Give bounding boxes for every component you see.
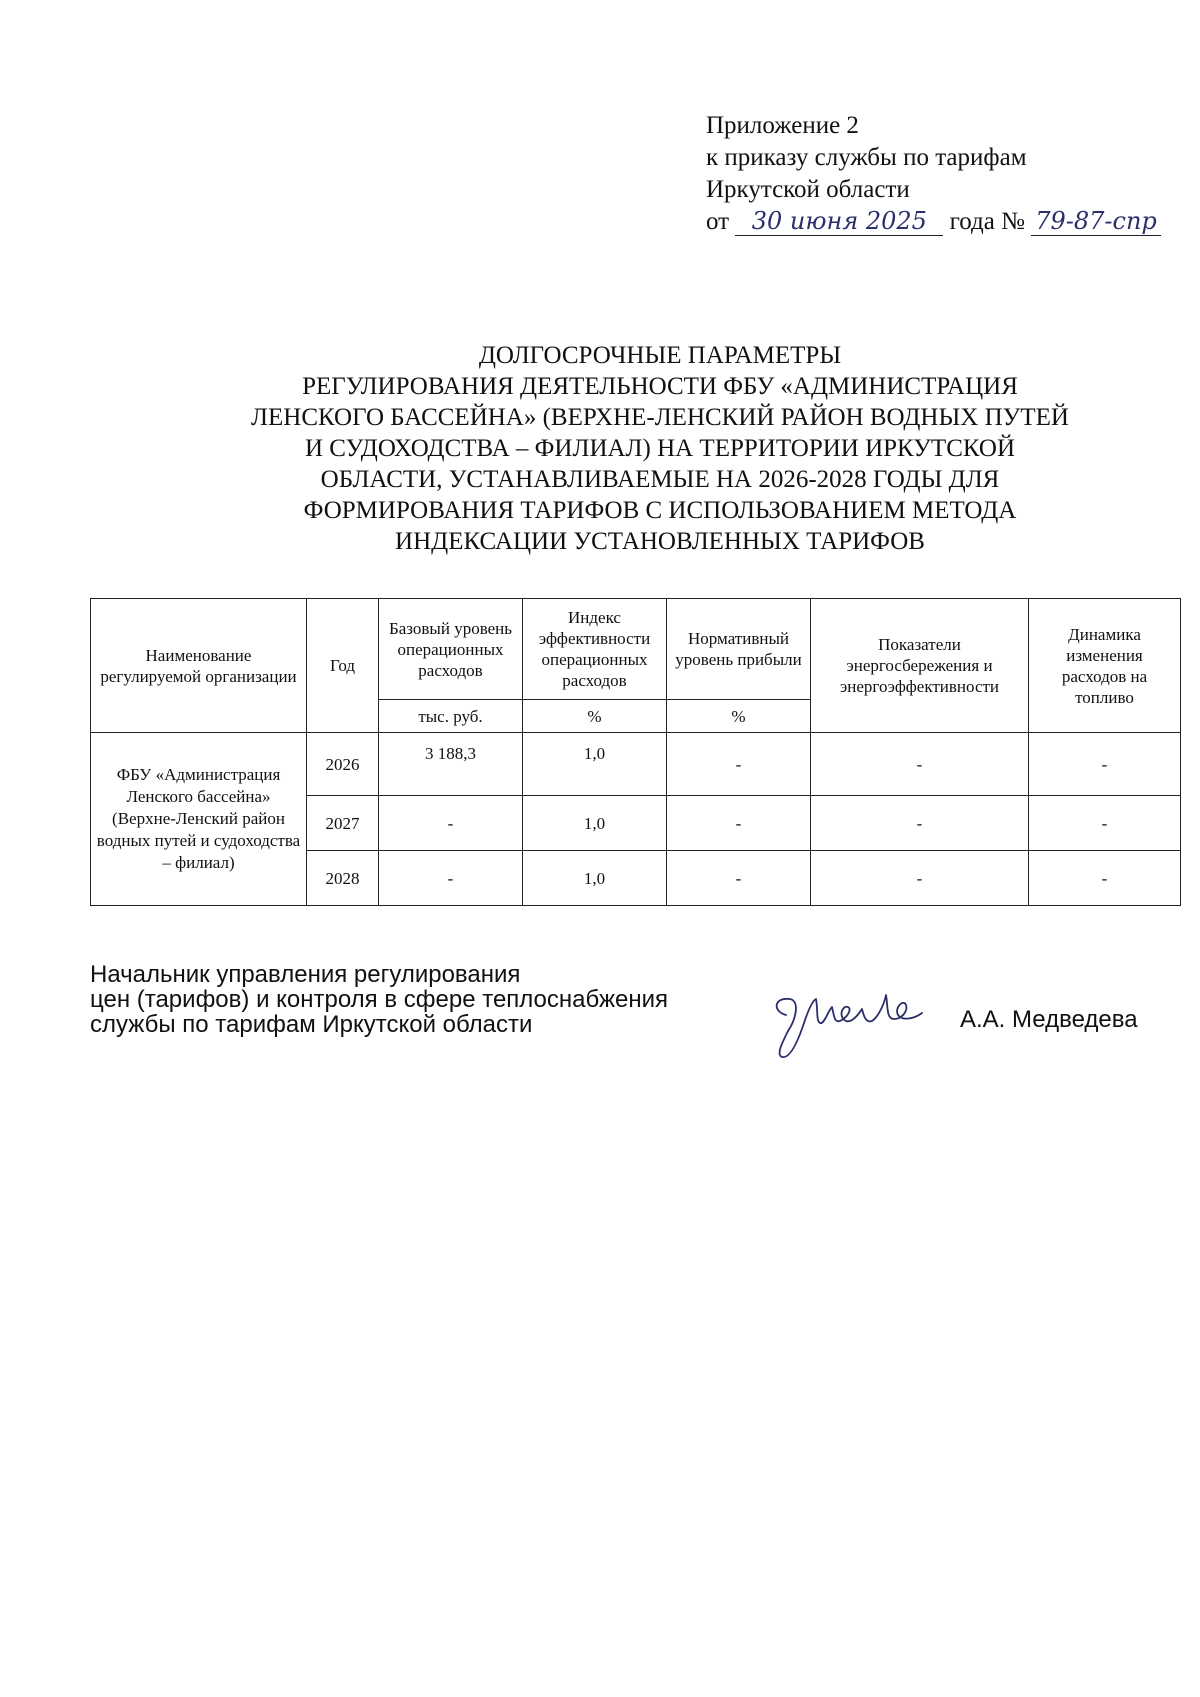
- cell-profit-level: -: [667, 796, 811, 851]
- title-line: ИНДЕКСАЦИИ УСТАНОВЛЕННЫХ ТАРИФОВ: [395, 528, 925, 555]
- organization-name: ФБУ «Администрация Ленского бассейна» (Верхне-Ленский район водных путей и судоходства – филиал): [91, 733, 307, 906]
- handwritten-date: 30 июня 2025: [735, 207, 943, 236]
- cell-energy-indicators: -: [811, 796, 1029, 851]
- handwritten-signature: [768, 975, 928, 1065]
- cell-fuel-dynamics: -: [1029, 796, 1181, 851]
- header-fuel-dynamics: Динамика изменения расходов на топливо: [1029, 599, 1181, 733]
- year-number-label: года №: [949, 208, 1025, 235]
- table-row: [91, 733, 1181, 796]
- unit-profit-level: %: [667, 700, 811, 733]
- appendix-line-2: к приказу службы по тарифам: [706, 144, 1027, 171]
- from-label: от: [706, 208, 730, 235]
- title-line: РЕГУЛИРОВАНИЯ ДЕЯТЕЛЬНОСТИ ФБУ «АДМИНИСТРАЦИЯ: [302, 373, 1018, 400]
- title-line: ФОРМИРОВАНИЯ ТАРИФОВ С ИСПОЛЬЗОВАНИЕМ МЕТОДА: [303, 497, 1017, 524]
- handwritten-order-number: 79-87-спр: [1031, 207, 1161, 236]
- cell-profit-level: -: [667, 733, 811, 796]
- parameters-table: [90, 598, 1181, 906]
- title-line: ДОЛГОСРОЧНЫЕ ПАРАМЕТРЫ: [478, 342, 842, 369]
- title-line: И СУДОХОДСТВА – ФИЛИАЛ) НА ТЕРРИТОРИИ ИРКУТСКОЙ: [304, 435, 1016, 462]
- cell-year: 2028: [307, 851, 379, 906]
- cell-year: 2026: [307, 733, 379, 796]
- cell-base-opex: -: [379, 796, 523, 851]
- document-title: [160, 340, 1160, 557]
- position-line: службы по тарифам Иркутской области: [90, 1011, 533, 1038]
- cell-efficiency-index: 1,0: [523, 796, 667, 851]
- appendix-line-3: Иркутской области: [706, 176, 910, 203]
- title-line: ОБЛАСТИ, УСТАНАВЛИВАЕМЫЕ НА 2026-2028 ГОДЫ ДЛЯ: [320, 466, 1000, 493]
- title-line: ЛЕНСКОГО БАССЕЙНА» (ВЕРХНЕ-ЛЕНСКИЙ РАЙОН ВОДНЫХ ПУТЕЙ: [251, 404, 1069, 431]
- position-line: Начальник управления регулирования: [90, 961, 521, 988]
- cell-base-opex: -: [379, 851, 523, 906]
- header-profit-level: Нормативный уровень прибыли: [667, 599, 811, 700]
- unit-efficiency-index: %: [523, 700, 667, 733]
- cell-efficiency-index: 1,0: [523, 733, 667, 796]
- appendix-header: [706, 110, 1166, 238]
- header-energy-indicators: Показатели энергосбережения и энергоэффективности: [811, 599, 1029, 733]
- cell-energy-indicators: -: [811, 851, 1029, 906]
- cell-fuel-dynamics: -: [1029, 733, 1181, 796]
- header-org: Наименование регулируемой организации: [91, 599, 307, 733]
- unit-base-opex: тыс. руб.: [379, 700, 523, 733]
- signatory-position: [90, 962, 750, 1037]
- cell-profit-level: -: [667, 851, 811, 906]
- cell-base-opex: 3 188,3: [379, 733, 523, 796]
- cell-efficiency-index: 1,0: [523, 851, 667, 906]
- signer-name: А.А. Медведева: [960, 1006, 1138, 1033]
- header-base-opex: Базовый уровень операционных расходов: [379, 599, 523, 700]
- header-year: Год: [307, 599, 379, 733]
- position-line: цен (тарифов) и контроля в сфере теплоснабжения: [90, 986, 669, 1013]
- cell-year: 2027: [307, 796, 379, 851]
- appendix-line-1: Приложение 2: [706, 112, 859, 139]
- cell-fuel-dynamics: -: [1029, 851, 1181, 906]
- cell-energy-indicators: -: [811, 733, 1029, 796]
- appendix-line-4: [706, 206, 1166, 238]
- header-efficiency-index: Индекс эффективности операционных расходов: [523, 599, 667, 700]
